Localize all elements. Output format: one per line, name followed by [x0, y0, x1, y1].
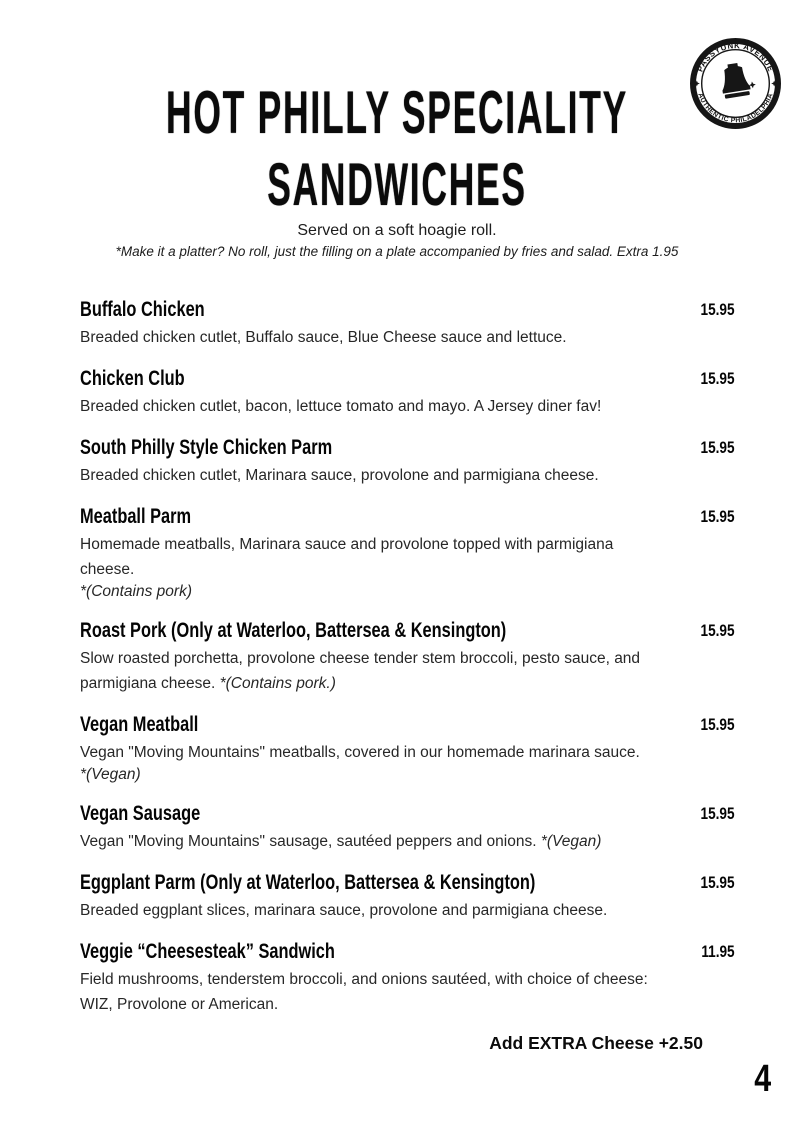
logo-arc-top-text: PASSYUNK AVENUE	[695, 41, 776, 74]
menu-item	[80, 366, 735, 419]
item-price: 15.95	[700, 873, 735, 892]
item-name: Roast Pork (Only at Waterloo, Battersea & Kensington)	[80, 619, 507, 642]
item-name: Meatball Parm	[80, 505, 192, 528]
page-title-line-2: SANDWICHES	[267, 151, 527, 218]
item-description-text: Slow roasted porchetta, provolone cheese tender stem broccoli, pesto sauce, and parmigiana cheese.	[80, 650, 641, 692]
item-description-text: Breaded chicken cutlet, Marinara sauce, provolone and parmigiana cheese.	[80, 467, 599, 484]
item-name: South Philly Style Chicken Parm	[80, 436, 333, 459]
menu-item-row	[80, 297, 735, 323]
item-description-text: Breaded chicken cutlet, Buffalo sauce, Blue Cheese sauce and lettuce.	[80, 329, 567, 346]
logo-arc-bottom-text: AUTHENTIC PHILADELPHIA	[696, 92, 775, 125]
item-description-text: Vegan "Moving Mountains" sausage, sautéed peppers and onions.	[80, 833, 537, 850]
item-price: 15.95	[700, 369, 735, 388]
item-price: 15.95	[700, 300, 735, 319]
item-description	[80, 829, 652, 854]
item-price: 11.95	[701, 942, 735, 961]
extra-cheese-note: Add EXTRA Cheese +2.50	[489, 1033, 703, 1053]
menu-item	[80, 870, 735, 923]
item-description	[80, 463, 652, 488]
item-name: Vegan Meatball	[80, 713, 199, 736]
menu-subtitle: Served on a soft hoagie roll.	[297, 222, 497, 239]
item-description-text: Breaded chicken cutlet, bacon, lettuce tomato and mayo. A Jersey diner fav!	[80, 398, 602, 415]
item-description	[80, 532, 652, 582]
item-name: Chicken Club	[80, 367, 185, 390]
item-description-text: Homemade meatballs, Marinara sauce and provolone topped with parmigiana cheese.	[80, 536, 614, 578]
item-price: 15.95	[700, 507, 735, 526]
passyunk-avenue-logo	[689, 37, 782, 130]
item-note: *(Contains pork)	[80, 583, 192, 600]
menu-item-row	[80, 801, 735, 827]
menu-item	[80, 435, 735, 488]
item-inline-note: *(Contains pork.)	[219, 675, 336, 692]
liberty-bell-icon	[719, 61, 758, 99]
menu-item-row	[80, 618, 735, 644]
menu-item-row	[80, 939, 735, 965]
page-title-line-1: HOT PHILLY SPECIALITY	[165, 79, 629, 146]
item-description	[80, 740, 652, 765]
menu-item-row	[80, 435, 735, 461]
item-price: 15.95	[700, 621, 735, 640]
item-price: 15.95	[700, 438, 735, 457]
menu-item-row	[80, 366, 735, 392]
menu-item	[80, 618, 735, 696]
item-description	[80, 325, 652, 350]
menu-item	[80, 297, 735, 350]
item-description-text: Field mushrooms, tenderstem broccoli, and onions sautéed, with choice of cheese: WIZ, Provolone or American.	[80, 971, 648, 1013]
menu-item	[80, 801, 735, 854]
item-description	[80, 646, 652, 696]
item-price: 15.95	[700, 804, 735, 823]
item-description	[80, 967, 652, 1017]
menu-item	[80, 504, 735, 602]
item-note: *(Vegan)	[80, 766, 141, 783]
menu-item-row	[80, 870, 735, 896]
item-price: 15.95	[700, 715, 735, 734]
menu-item	[80, 939, 735, 1017]
menu-item-row	[80, 712, 735, 738]
menu-item	[80, 712, 735, 785]
menu-item-row	[80, 504, 735, 530]
menu-header	[0, 77, 794, 261]
item-description	[80, 394, 652, 419]
item-description-text: Vegan "Moving Mountains" meatballs, covered in our homemade marinara sauce.	[80, 744, 640, 761]
item-name: Veggie “Cheesesteak” Sandwich	[80, 940, 335, 963]
page-number: 4	[754, 1058, 771, 1100]
item-name: Eggplant Parm (Only at Waterloo, Battersea & Kensington)	[80, 871, 536, 894]
item-name: Buffalo Chicken	[80, 298, 205, 321]
item-description-text: Breaded eggplant slices, marinara sauce, provolone and parmigiana cheese.	[80, 902, 608, 919]
item-description	[80, 898, 652, 923]
item-name: Vegan Sausage	[80, 802, 201, 825]
item-inline-note: *(Vegan)	[540, 833, 602, 850]
menu-items	[80, 297, 735, 1017]
platter-note: *Make it a platter? No roll, just the filling on a plate accompanied by fries and salad. Extra 1.95	[115, 244, 679, 259]
